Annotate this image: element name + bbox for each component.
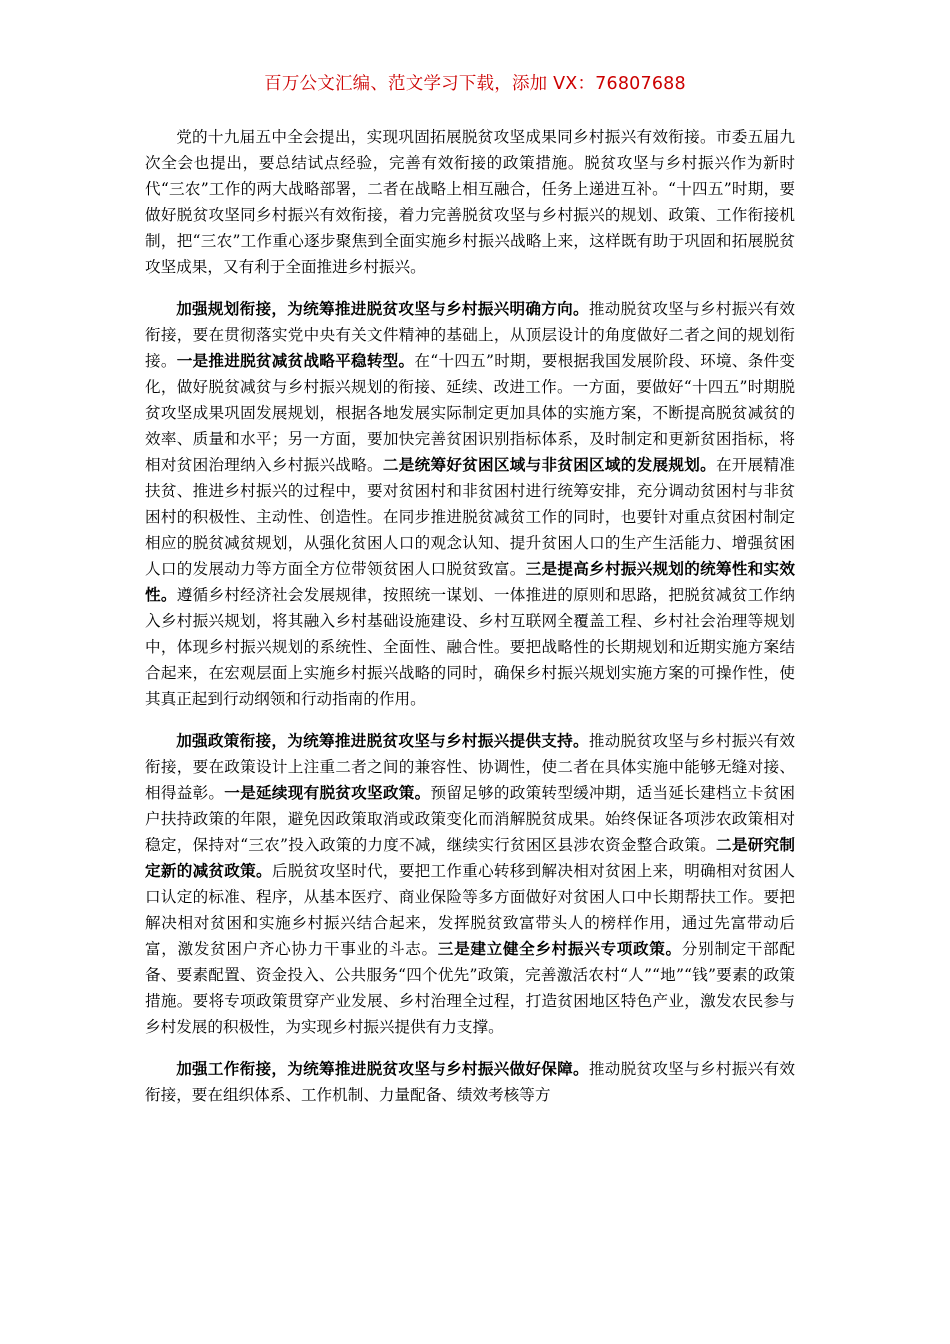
paragraph-policy	[145, 728, 795, 1040]
paragraph-work	[145, 1056, 795, 1108]
watermark-header: 百万公文汇编、范文学习下载，添加 VX：76807688	[264, 74, 686, 94]
paragraph-text: 推动脱贫攻坚与乡村振兴有效衔接，要在政策设计上注重二者之间的兼容性、协调性，使二者在具体实施中能够无缝对接、相得益彰。	[145, 732, 795, 802]
point-heading: 三是建立健全乡村振兴专项政策。	[437, 939, 682, 958]
document-body	[145, 124, 795, 1124]
point-heading: 二是研究制定新的减贫政策。	[145, 835, 795, 880]
point-heading: 一是延续现有脱贫攻坚政策。	[224, 783, 431, 802]
paragraph-text: 分别制定干部配备、要素配置、资金投入、公共服务“四个优先”政策，完善激活农村“人”“地”“钱”要素的政策措施。要将专项政策贯穿产业发展、乡村治理全过程，打造贫困地区特色产业，激发农民参与乡村发展的积极性，为实现乡村振兴提供有力支撑。	[145, 940, 795, 1036]
paragraph-intro	[145, 124, 795, 280]
point-heading: 一是推进脱贫减贫战略平稳转型。	[176, 351, 415, 370]
section-heading: 加强规划衔接，为统筹推进脱贫攻坚与乡村振兴明确方向。	[176, 299, 589, 318]
paragraph-text: 党的十九届五中全会提出，实现巩固拓展脱贫攻坚成果同乡村振兴有效衔接。市委五届九次全会也提出，要总结试点经验，完善有效衔接的政策措施。脱贫攻坚与乡村振兴作为新时代“三农”工作的两大战略部署，二者在战略上相互融合，任务上递进互补。“十四五”时期，要做好脱贫攻坚同乡村振兴有效衔接，着力完善脱贫攻坚与乡村振兴的规划、政策、工作衔接机制，把“三农”工作重心逐步聚焦到全面实施乡村振兴战略上来，这样既有助于巩固和拓展脱贫攻坚成果，又有利于全面推进乡村振兴。	[145, 128, 795, 276]
paragraph-text: 推动脱贫攻坚与乡村振兴有效衔接，要在贯彻落实党中央有关文件精神的基础上，从顶层设计的角度做好二者之间的规划衔接。	[145, 300, 795, 370]
point-heading: 二是统筹好贫困区域与非贫困区域的发展规划。	[382, 455, 716, 474]
paragraph-text: 预留足够的政策转型缓冲期，适当延长建档立卡贫困户扶持政策的年限，避免因政策取消或政策变化而消解脱贫成果。始终保证各项涉农政策相对稳定，保持对“三农”投入政策的力度不减，继续实行贫困区县涉农资金整合政策。	[145, 784, 795, 854]
section-heading: 加强工作衔接，为统筹推进脱贫攻坚与乡村振兴做好保障。	[176, 1059, 589, 1078]
paragraph-text: 遵循乡村经济社会发展规律，按照统一谋划、一体推进的原则和思路，把脱贫减贫工作纳入乡村振兴规划，将其融入乡村基础设施建设、乡村互联网全覆盖工程、乡村社会治理等规划中，体现乡村振兴规划的系统性、全面性、融合性。要把战略性的长期规划和近期实施方案结合起来，在宏观层面上实施乡村振兴战略的同时，确保乡村振兴规划实施方案的可操作性，使其真正起到行动纲领和行动指南的作用。	[145, 586, 795, 708]
paragraph-text: 后脱贫攻坚时代，要把工作重心转移到解决相对贫困上来，明确相对贫困人口认定的标准、程序，从基本医疗、商业保险等多方面做好对贫困人口中长期帮扶工作。要把解决相对贫困和实施乡村振兴结合起来，发挥脱贫致富带头人的榜样作用，通过先富带动后富，激发贫困户齐心协力干事业的斗志。	[145, 862, 795, 958]
paragraph-text: 在开展精准扶贫、推进乡村振兴的过程中，要对贫困村和非贫困村进行统筹安排，充分调动贫困村与非贫困村的积极性、主动性、创造性。在同步推进脱贫减贫工作的同时，也要针对重点贫困村制定相应的脱贫减贫规划，从强化贫困人口的观念认知、提升贫困人口的生产生活能力、增强贫困人口的发展动力等方面全方位带领贫困人口脱贫致富。	[145, 456, 795, 578]
point-heading: 三是提高乡村振兴规划的统筹性和实效性。	[145, 559, 795, 604]
paragraph-text: 推动脱贫攻坚与乡村振兴有效衔接，要在组织体系、工作机制、力量配备、绩效考核等方	[145, 1060, 795, 1104]
section-heading: 加强政策衔接，为统筹推进脱贫攻坚与乡村振兴提供支持。	[176, 731, 589, 750]
paragraph-planning	[145, 296, 795, 712]
paragraph-text: 在“十四五”时期，要根据我国发展阶段、环境、条件变化，做好脱贫减贫与乡村振兴规划的衔接、延续、改进工作。一方面，要做好“十四五”时期脱贫攻坚成果巩固发展规划，根据各地发展实际制定更加具体的实施方案，不断提高脱贫减贫的效率、质量和水平；另一方面，要加快完善贫困识别指标体系，及时制定和更新贫困指标，将相对贫困治理纳入乡村振兴战略。	[145, 352, 795, 474]
